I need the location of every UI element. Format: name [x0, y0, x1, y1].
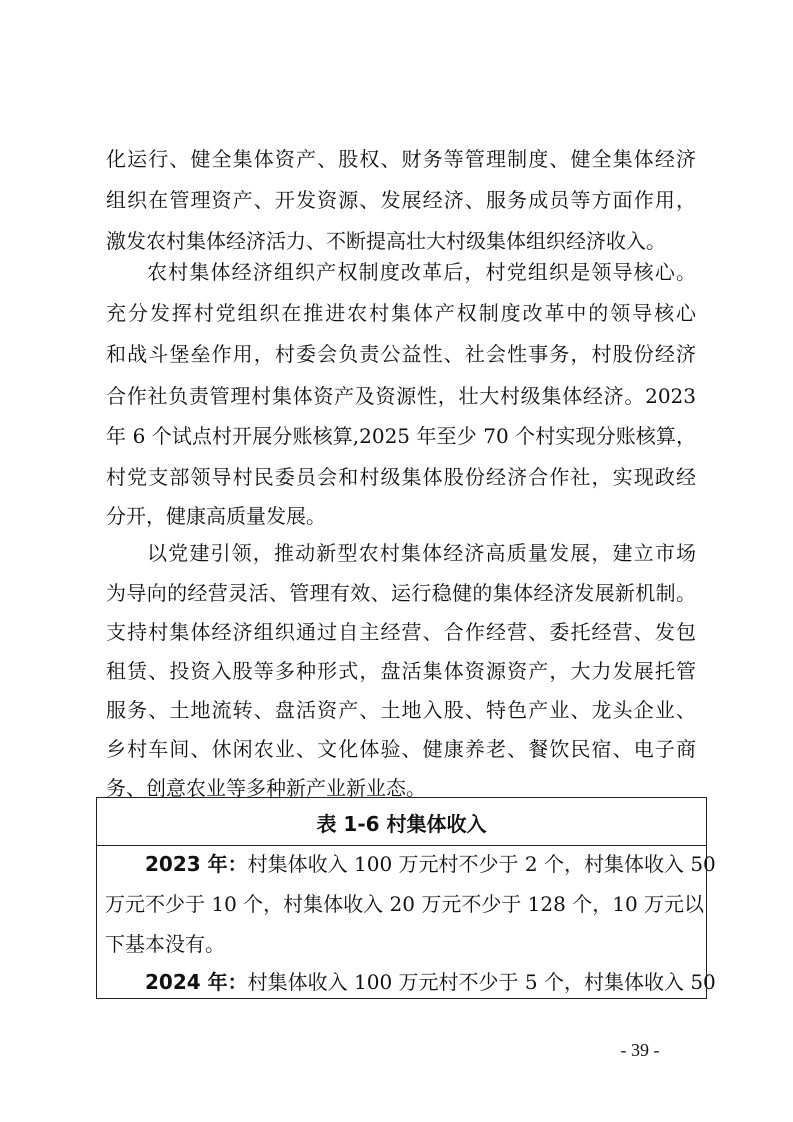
year-label: 2024 年： [145, 970, 248, 994]
table-cell-text: 村集体收入 100 万元村不少于 2 个，村集体收入 50 [247, 852, 716, 876]
body-text-line: 以党建引领，推动新型农村集体经济高质量发展，建立市场 [147, 541, 696, 565]
body-text-line: 支持村集体经济组织通过自主经营、合作经营、委托经营、发包 [106, 620, 696, 644]
body-text-line: 务、创意农业等多种新产业新业态。 [106, 776, 426, 800]
body-text-line: 为导向的经营灵活、管理有效、运行稳健的集体经济发展新机制。 [106, 581, 696, 605]
body-text-line: 年 6 个试点村开展分账核算,2025 年至少 70 个村实现分账核算， [106, 424, 696, 448]
table-row-text: 万元不少于 10 个，村集体收入 20 万元不少于 128 个，10 万元以 [105, 892, 705, 916]
body-text-line: 充分发挥村党组织在推进农村集体产权制度改革中的领导核心 [106, 301, 696, 325]
body-text-line: 组织在管理资产、开发资源、发展经济、服务成员等方面作用， [106, 188, 696, 212]
body-text-line: 农村集体经济组织产权制度改革后，村党组织是领导核心。 [147, 260, 696, 284]
table-row-2023-first-line [145, 851, 716, 877]
table-row-2024-first-line [145, 969, 716, 995]
body-text-line: 化运行、健全集体资产、股权、财务等管理制度、健全集体经济 [106, 147, 696, 171]
table-row-text: 下基本没有。 [105, 932, 225, 956]
page-number: - 39 - [620, 1040, 660, 1060]
year-label: 2023 年： [145, 852, 248, 876]
body-text-line: 分开，健康高质量发展。 [106, 504, 326, 528]
body-text-line: 租赁、投资入股等多种形式，盘活集体资源资产，大力发展托管 [106, 659, 696, 683]
income-table [96, 797, 716, 999]
body-text-line: 乡村车间、休闲农业、文化体验、健康养老、餐饮民宿、电子商 [106, 737, 696, 761]
body-text-line: 和战斗堡垒作用，村委会负责公益性、社会性事务，村股份经济 [106, 342, 696, 366]
table-divider [97, 845, 706, 846]
body-text-line: 激发农村集体经济活力、不断提高壮大村级集体组织经济收入。 [106, 229, 666, 253]
table-cell-text: 村集体收入 100 万元村不少于 5 个，村集体收入 50 [247, 970, 716, 994]
body-text-line: 村党支部领导村民委员会和村级集体股份经济合作社，实现政经 [106, 465, 696, 489]
body-text-line: 合作社负责管理村集体资产及资源性，壮大村级集体经济。2023 [106, 384, 696, 408]
table-title: 表 1-6 村集体收入 [316, 812, 487, 836]
body-text-line: 服务、土地流转、盘活资产、土地入股、特色产业、龙头企业、 [106, 698, 696, 722]
